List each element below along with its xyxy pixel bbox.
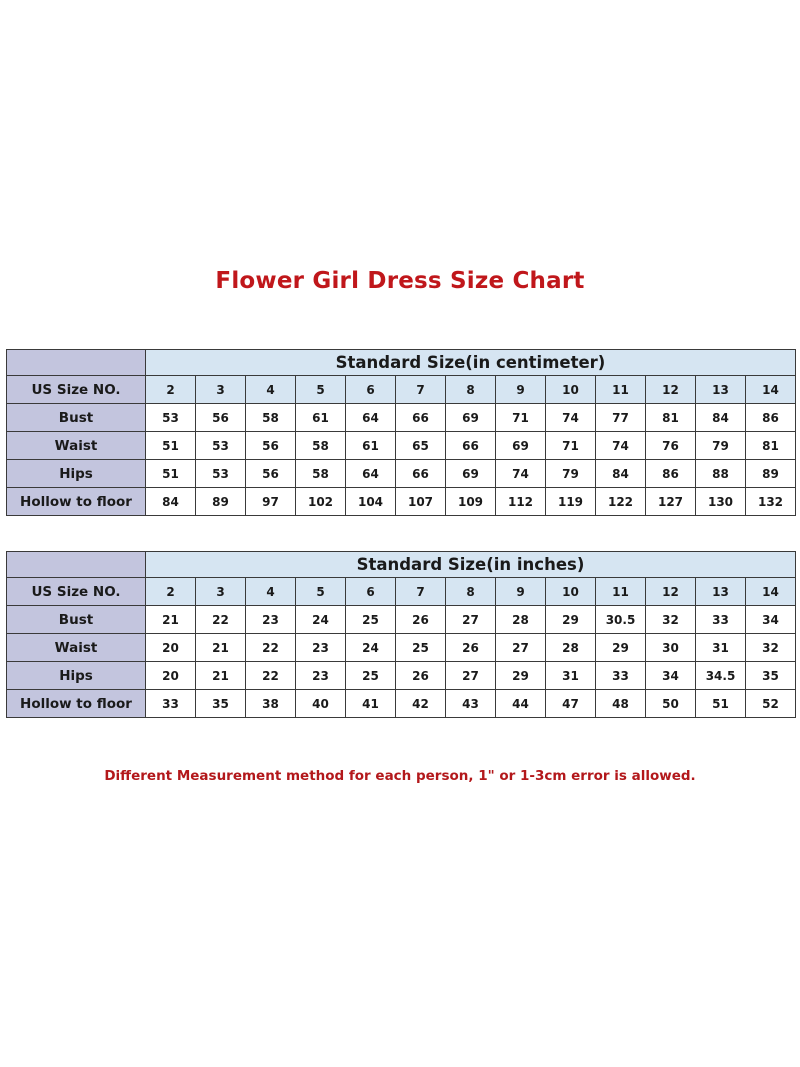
table-cell: 58 [296, 460, 346, 488]
table-cell: 74 [496, 460, 546, 488]
table-cell: 21 [196, 634, 246, 662]
table-cell: 22 [196, 606, 246, 634]
table-cell: 25 [346, 606, 396, 634]
table-row [7, 606, 796, 634]
table-cell: 64 [346, 460, 396, 488]
size-table-inches [6, 551, 796, 718]
table-cell: 25 [396, 634, 446, 662]
table-cell: 8 [446, 376, 496, 404]
table-cell: 8 [446, 578, 496, 606]
table-cell: 38 [246, 690, 296, 718]
table-cell: 84 [696, 404, 746, 432]
table-header-row [7, 552, 796, 578]
table-cell: 79 [696, 432, 746, 460]
table-cell: 35 [196, 690, 246, 718]
table-cell: 89 [196, 488, 246, 516]
table-row [7, 690, 796, 718]
table-cell: 61 [346, 432, 396, 460]
table-cell: 2 [146, 376, 196, 404]
table-cell: 50 [646, 690, 696, 718]
table-cell: 26 [396, 662, 446, 690]
table-cell: 47 [546, 690, 596, 718]
table-cell: 2 [146, 578, 196, 606]
table-cell: 34 [746, 606, 796, 634]
table-cell: 30.5 [596, 606, 646, 634]
table-row [7, 376, 796, 404]
table-cell: 51 [696, 690, 746, 718]
table-cell: 84 [146, 488, 196, 516]
page-title: Flower Girl Dress Size Chart [215, 268, 585, 294]
row-label: Hips [7, 460, 146, 488]
table-cell: 69 [446, 460, 496, 488]
table-cell: 31 [546, 662, 596, 690]
table-cell: 102 [296, 488, 346, 516]
table-cell: 130 [696, 488, 746, 516]
table-cell: 29 [496, 662, 546, 690]
table-cell: 3 [196, 578, 246, 606]
table-cell: 69 [446, 404, 496, 432]
table-cell: 24 [346, 634, 396, 662]
row-label: Bust [7, 404, 146, 432]
table-cell: 14 [746, 376, 796, 404]
row-label: Bust [7, 606, 146, 634]
table-cell: 127 [646, 488, 696, 516]
table-cell: 26 [396, 606, 446, 634]
table-cell: 58 [246, 404, 296, 432]
table-cell: 26 [446, 634, 496, 662]
table-cell: 13 [696, 578, 746, 606]
table-cell: 112 [496, 488, 546, 516]
table-row [7, 404, 796, 432]
table-cell: 107 [396, 488, 446, 516]
table-cell: 3 [196, 376, 246, 404]
table-row [7, 634, 796, 662]
table-cell: 4 [246, 578, 296, 606]
table-cell: 5 [296, 376, 346, 404]
table-cell: 27 [446, 606, 496, 634]
table-cell: 10 [546, 578, 596, 606]
table-cell: 53 [196, 460, 246, 488]
table-cell: 27 [446, 662, 496, 690]
table-heading: Standard Size(in centimeter) [146, 350, 796, 376]
table-cell: 56 [246, 432, 296, 460]
table-cell: 33 [146, 690, 196, 718]
table-cell: 53 [146, 404, 196, 432]
table-cell: 69 [496, 432, 546, 460]
table-cell: 66 [396, 404, 446, 432]
table-cell: 84 [596, 460, 646, 488]
table-cell: 74 [546, 404, 596, 432]
table-cell: 66 [396, 460, 446, 488]
table-cell: 89 [746, 460, 796, 488]
table-cell: 35 [746, 662, 796, 690]
table-cell: 86 [746, 404, 796, 432]
table-cell: 20 [146, 634, 196, 662]
table-cell: 48 [596, 690, 646, 718]
table-cell: 51 [146, 460, 196, 488]
table-cell: 132 [746, 488, 796, 516]
table-cell: 86 [646, 460, 696, 488]
table-header-corner [7, 350, 146, 376]
table-row [7, 432, 796, 460]
table-cell: 9 [496, 376, 546, 404]
table-cell: 9 [496, 578, 546, 606]
table-heading: Standard Size(in inches) [146, 552, 796, 578]
table-cell: 23 [246, 606, 296, 634]
table-cell: 122 [596, 488, 646, 516]
table-cell: 51 [146, 432, 196, 460]
row-label: Hollow to floor [7, 690, 146, 718]
table-cell: 27 [496, 634, 546, 662]
table-cell: 21 [146, 606, 196, 634]
table-cell: 31 [696, 634, 746, 662]
table-cell: 52 [746, 690, 796, 718]
table-cell: 34 [646, 662, 696, 690]
table-cell: 33 [696, 606, 746, 634]
table-cell: 40 [296, 690, 346, 718]
table-cell: 32 [746, 634, 796, 662]
table-cell: 74 [596, 432, 646, 460]
table-cell: 58 [296, 432, 346, 460]
row-label: Waist [7, 634, 146, 662]
table-cell: 43 [446, 690, 496, 718]
table-cell: 11 [596, 578, 646, 606]
table-cell: 66 [446, 432, 496, 460]
table-row [7, 488, 796, 516]
table-cell: 81 [646, 404, 696, 432]
table-cell: 97 [246, 488, 296, 516]
table-cell: 41 [346, 690, 396, 718]
table-cell: 109 [446, 488, 496, 516]
table-cell: 5 [296, 578, 346, 606]
table-cell: 20 [146, 662, 196, 690]
row-label: US Size NO. [7, 376, 146, 404]
table-cell: 71 [496, 404, 546, 432]
table-cell: 21 [196, 662, 246, 690]
table-cell: 56 [246, 460, 296, 488]
table-cell: 32 [646, 606, 696, 634]
table-header-row [7, 350, 796, 376]
table-cell: 12 [646, 578, 696, 606]
table-cell: 65 [396, 432, 446, 460]
table-cell: 88 [696, 460, 746, 488]
table-cell: 23 [296, 634, 346, 662]
table-row [7, 662, 796, 690]
table-cell: 79 [546, 460, 596, 488]
table-cell: 6 [346, 578, 396, 606]
table-cell: 44 [496, 690, 546, 718]
table-cell: 4 [246, 376, 296, 404]
table-cell: 25 [346, 662, 396, 690]
table-cell: 24 [296, 606, 346, 634]
table-cell: 61 [296, 404, 346, 432]
table-cell: 33 [596, 662, 646, 690]
table-cell: 76 [646, 432, 696, 460]
measurement-note: Different Measurement method for each person, 1" or 1-3cm error is allowed. [104, 768, 696, 784]
row-label: US Size NO. [7, 578, 146, 606]
table-cell: 28 [496, 606, 546, 634]
table-cell: 71 [546, 432, 596, 460]
table-cell: 6 [346, 376, 396, 404]
table-cell: 29 [596, 634, 646, 662]
table-cell: 77 [596, 404, 646, 432]
size-table-centimeter [6, 349, 796, 516]
table-cell: 64 [346, 404, 396, 432]
table-cell: 81 [746, 432, 796, 460]
table-cell: 14 [746, 578, 796, 606]
table-row [7, 460, 796, 488]
table-cell: 13 [696, 376, 746, 404]
table-cell: 7 [396, 376, 446, 404]
table-cell: 30 [646, 634, 696, 662]
table-header-corner [7, 552, 146, 578]
table-cell: 119 [546, 488, 596, 516]
table-cell: 7 [396, 578, 446, 606]
table-cell: 104 [346, 488, 396, 516]
row-label: Hollow to floor [7, 488, 146, 516]
table-cell: 56 [196, 404, 246, 432]
table-cell: 22 [246, 634, 296, 662]
table-cell: 10 [546, 376, 596, 404]
table-cell: 12 [646, 376, 696, 404]
table-cell: 23 [296, 662, 346, 690]
table-cell: 53 [196, 432, 246, 460]
table-row [7, 578, 796, 606]
table-cell: 22 [246, 662, 296, 690]
table-cell: 11 [596, 376, 646, 404]
table-cell: 28 [546, 634, 596, 662]
table-cell: 29 [546, 606, 596, 634]
table-cell: 42 [396, 690, 446, 718]
row-label: Hips [7, 662, 146, 690]
row-label: Waist [7, 432, 146, 460]
table-cell: 34.5 [696, 662, 746, 690]
